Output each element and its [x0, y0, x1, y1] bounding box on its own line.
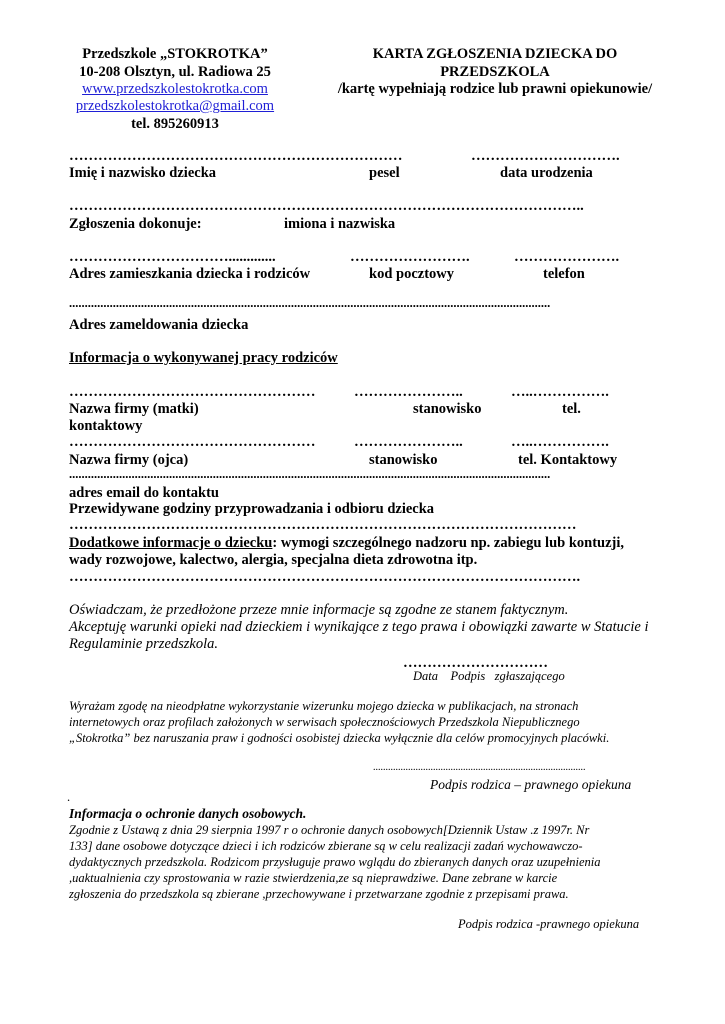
child-name-label: Imię i nazwisko dziecka — [69, 165, 217, 181]
father-position-label: stanowisko — [369, 452, 438, 468]
applicant-sub-label: imiona i nazwiska — [284, 216, 396, 232]
child-name-dots[interactable]: …………………………………………………………… — [69, 148, 403, 164]
phone-label: telefon — [543, 266, 585, 282]
registration-dots[interactable]: .......................................................................................................................................................... — [69, 296, 551, 310]
school-website-link[interactable]: www.przedszkolestokrotka.com — [82, 81, 268, 97]
form-title-line1: KARTA ZGŁOSZENIA DZIECKA DO — [372, 46, 618, 62]
additional-info-label: Dodatkowe informacje o dziecku — [69, 535, 273, 551]
consent-sign-label: Podpis rodzica – prawnego opiekuna — [430, 777, 632, 792]
gdpr-line4: ,uaktualnienia czy sprostowania w razie stwierdzenia,ze są nieprawdziwe. Dane zebrane w karcie — [69, 871, 558, 885]
pesel-label: pesel — [369, 165, 400, 181]
hours-label: Przewidywane godziny przyprowadzania i odbioru dziecka — [69, 501, 435, 517]
father-company-dots[interactable]: …………………………………………… — [69, 434, 316, 450]
father-position-dots[interactable]: ………………….. — [354, 434, 463, 450]
hours-dots[interactable]: …………………………………………………………………………………………… — [69, 517, 577, 533]
consent-line1: Wyrażam zgodę na nieodpłatne wykorzystanie wizerunku mojego dziecka w publikacjach, na stronach — [69, 699, 579, 713]
additional-info-line1 — [69, 535, 624, 552]
mother-tel-label: tel. — [562, 401, 581, 417]
mother-company-label: Nazwa firmy (matki) — [69, 401, 199, 417]
father-tel-label: tel. Kontaktowy — [518, 452, 618, 468]
declaration-sign-label: Data Podpis zgłaszającego — [413, 669, 565, 683]
declaration-sign-dots[interactable]: ………………………… — [403, 655, 548, 671]
school-email-link[interactable]: przedszkolestokrotka@gmail.com — [75, 98, 275, 114]
declaration-line1: Oświadczam, że przedłożone przeze mnie informacje są zgodne ze stanem faktycznym. — [69, 602, 569, 618]
registration-label: Adres zameldowania dziecka — [69, 317, 249, 333]
additional-info-dots[interactable]: ……………………………………………………………………………………………. — [69, 569, 581, 585]
school-address: 10-208 Olsztyn, ul. Radiowa 25 — [79, 64, 271, 80]
form-title-line2: PRZEDSZKOLA — [440, 64, 550, 80]
school-phone: tel. 895260913 — [131, 116, 219, 132]
mother-tel-dots[interactable]: …..……………. — [511, 384, 609, 400]
applicant-dots[interactable]: …………………………………………………………………………………………….. — [69, 198, 584, 214]
consent-line3: „Stokrotka” bez naruszania praw i godności osobistej dziecka wyłącznie dla celów promocyjnych placówki. — [69, 731, 610, 745]
declaration-line2: Akceptuję warunki opieki nad dzieckiem i wynikające z tego prawa i obowiązki zawarte w Statucie i — [69, 619, 649, 635]
consent-line2: internetowych oraz profilach założonych w serwisach społecznościowych Przedszkola Niepublicznego — [69, 715, 580, 729]
birth-date-dots[interactable]: …………………………. — [471, 148, 620, 164]
postal-code-dots[interactable]: ……………………. — [350, 249, 470, 265]
father-company-label: Nazwa firmy (ojca) — [69, 452, 189, 468]
postal-code-label: kod pocztowy — [369, 266, 454, 282]
gdpr-line5: zgłoszenia do przedszkola są zbierane ,przechowywane i przetwarzane zgodnie z przepisami prawa. — [69, 887, 569, 901]
parents-work-heading: Informacja o wykonywanej pracy rodziców — [69, 350, 338, 366]
additional-info-text: : wymogi szczególnego nadzoru np. zabiegu lub kontuzji, — [272, 535, 625, 551]
gdpr-line1: Zgodnie z Ustawą z dnia 29 sierpnia 1997 r o ochronie danych osobowych[Dziennik Ustaw .z 1997r. Nr — [69, 823, 590, 837]
gdpr-line3: dydaktycznych przedszkola. Rodzicom przysługuje prawo wglądu do zbieranych danych oraz uzupełnienia — [69, 855, 601, 869]
mother-contact-label: kontaktowy — [69, 418, 143, 434]
school-name: Przedszkole „STOKROTKA” — [82, 46, 268, 62]
form-subtitle: /kartę wypełniają rodzice lub prawni opiekunowie/ — [337, 81, 653, 97]
phone-dots[interactable]: …………………. — [514, 249, 620, 265]
gdpr-sign-label: Podpis rodzica -prawnego opiekuna — [458, 917, 640, 931]
residence-dots[interactable]: ……………………………............. — [69, 249, 276, 265]
email-dots[interactable]: .......................................................................................................................................................... — [69, 467, 551, 481]
applicant-label: Zgłoszenia dokonuje: — [69, 216, 202, 232]
additional-info-line2: wady rozwojowe, kalectwo, alergia, specjalna dieta zdrowotna itp. — [69, 552, 478, 568]
email-label: adres email do kontaktu — [69, 485, 219, 501]
birth-date-label: data urodzenia — [500, 165, 593, 181]
consent-sign-dots[interactable]: ..................................................................................... — [373, 762, 586, 773]
mother-company-dots[interactable]: …………………………………………… — [69, 384, 316, 400]
declaration-line3: Regulaminie przedszkola. — [69, 636, 219, 652]
gdpr-heading: Informacja o ochronie danych osobowych. — [69, 806, 307, 821]
father-tel-dots[interactable]: …..……………. — [511, 434, 609, 450]
mother-position-dots[interactable]: ………………….. — [354, 384, 463, 400]
residence-label: Adres zamieszkania dziecka i rodziców — [69, 266, 311, 282]
mother-position-label: stanowisko — [413, 401, 482, 417]
gdpr-line2: 133] dane osobowe dotyczące dzieci i ich rodziców zbierane są w celu realizacji zadań wychowawczo- — [69, 839, 583, 853]
gdpr-marker: . — [67, 790, 71, 804]
